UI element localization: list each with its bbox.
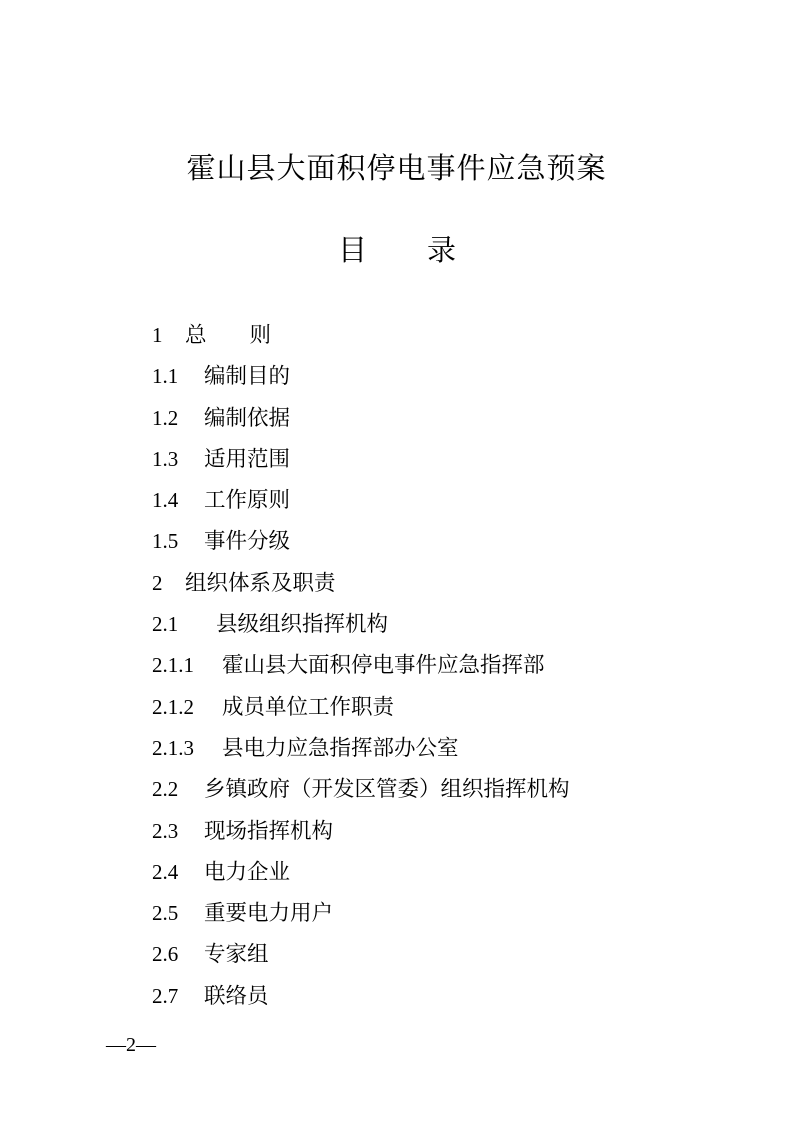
toc-entry-title: 总 则 <box>185 323 272 348</box>
toc-entry-title: 霍山县大面积停电事件应急指挥部 <box>222 653 545 679</box>
toc-entry <box>152 893 570 934</box>
toc-entry <box>152 604 570 645</box>
toc-entry-title: 县电力应急指挥部办公室 <box>222 735 459 761</box>
toc-entry <box>152 398 570 439</box>
toc-entry <box>152 563 570 604</box>
toc-entry-number: 2.6 <box>152 942 179 967</box>
toc-entry-title: 专家组 <box>204 942 269 968</box>
toc-entry <box>152 811 570 852</box>
toc-entry-title: 电力企业 <box>204 859 291 885</box>
toc-entry-title: 组织体系及职责 <box>185 570 336 596</box>
document-title: 霍山县大面积停电事件应急预案 <box>186 151 607 185</box>
toc-entry-title: 编制目的 <box>204 364 291 390</box>
toc-entry <box>152 769 570 810</box>
toc-entry-title: 乡镇政府（开发区管委）组织指挥机构 <box>204 777 570 803</box>
toc-entry-number: 2.1 <box>152 612 179 637</box>
toc-entry-number: 2.3 <box>152 818 179 843</box>
toc-entry-number: 1.4 <box>152 488 179 513</box>
toc-entry <box>152 728 570 769</box>
toc-entry-number: 2.4 <box>152 859 179 884</box>
toc-entry-number: 2.2 <box>152 777 179 802</box>
toc-entry-title: 重要电力用户 <box>204 901 334 927</box>
toc-entry <box>152 687 570 728</box>
toc-entry <box>152 645 570 686</box>
toc-entry-number: 2 <box>152 570 163 595</box>
toc-entry-title: 事件分级 <box>204 529 291 555</box>
toc-entry <box>152 934 570 975</box>
toc-heading-right: 录 <box>427 233 457 267</box>
page-number: —2— <box>106 1034 156 1056</box>
toc-entry-number: 1 <box>152 323 163 347</box>
table-of-contents <box>152 315 570 1017</box>
toc-entry-title: 现场指挥机构 <box>204 818 334 844</box>
toc-entry-number: 2.1.2 <box>152 694 194 719</box>
toc-entry-number: 2.5 <box>152 901 179 926</box>
toc-entry-title: 成员单位工作职责 <box>222 694 395 720</box>
toc-heading-left: 目 <box>338 233 368 267</box>
toc-entry <box>152 439 570 480</box>
toc-entry-title: 联络员 <box>204 983 269 1009</box>
toc-entry-number: 1.5 <box>152 529 179 554</box>
toc-entry-number: 2.1.3 <box>152 735 194 760</box>
toc-heading <box>338 230 456 270</box>
toc-entry-title: 工作原则 <box>204 488 291 514</box>
toc-entry <box>152 356 570 397</box>
toc-entry-number: 1.1 <box>152 364 179 389</box>
toc-entry-number: 2.7 <box>152 983 179 1008</box>
toc-entry-title: 编制依据 <box>204 405 291 431</box>
toc-entry <box>152 976 570 1017</box>
toc-entry-number: 2.1.1 <box>152 653 194 678</box>
toc-entry-number: 1.3 <box>152 446 179 471</box>
toc-entry-title: 适用范围 <box>204 446 291 472</box>
toc-entry-number: 1.2 <box>152 405 179 430</box>
toc-entry <box>152 315 570 356</box>
toc-entry <box>152 521 570 562</box>
toc-entry-title: 县级组织指挥机构 <box>216 612 389 638</box>
toc-entry <box>152 852 570 893</box>
toc-entry <box>152 480 570 521</box>
